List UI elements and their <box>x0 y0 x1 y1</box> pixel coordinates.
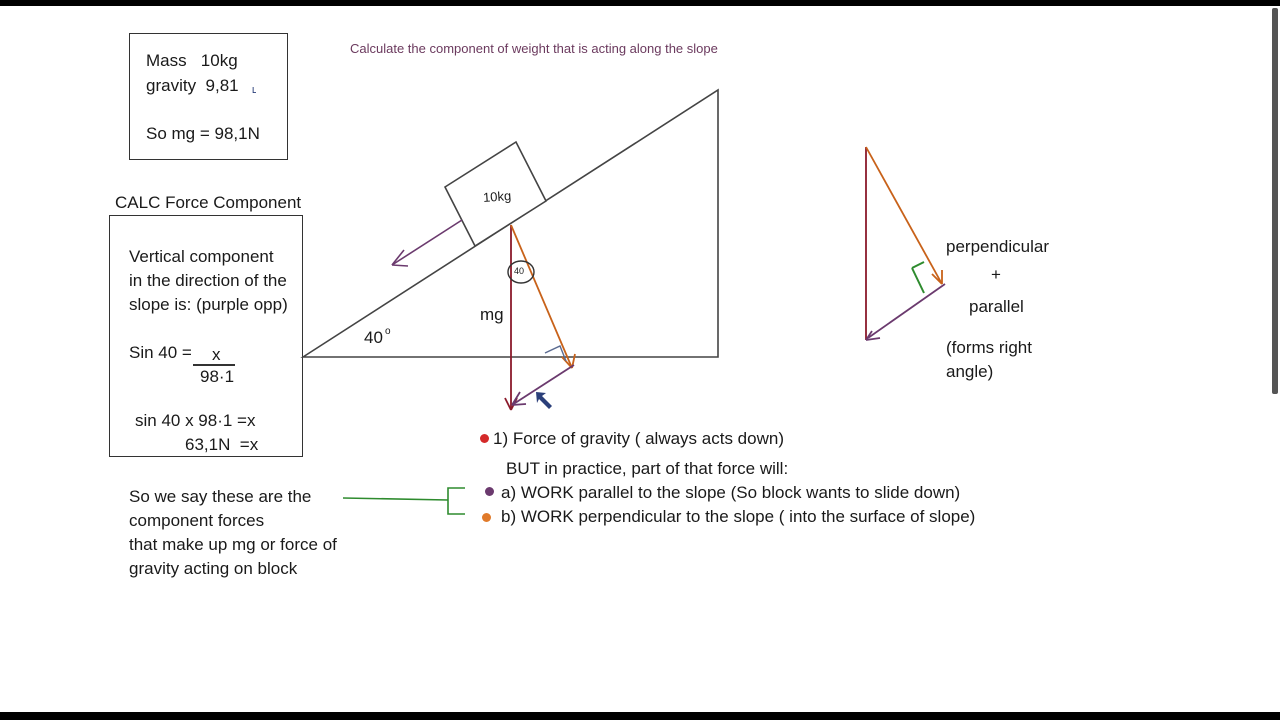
triangle-note-perpendicular: perpendicular <box>946 237 1050 256</box>
inner-angle-label: 40 <box>514 266 525 276</box>
slope-angle-label: 40 <box>364 328 383 347</box>
calc-line-3: slope is: (purple opp) <box>129 295 288 314</box>
triangle-perpendicular-side <box>866 147 942 284</box>
triangle-parallel-side <box>868 284 945 338</box>
sin-equation-label: Sin 40 = <box>129 343 192 362</box>
triangle-right-angle-marker <box>912 262 924 293</box>
triangle-note-parallel: parallel <box>969 297 1024 316</box>
summary-connector-line <box>343 498 448 500</box>
calc-line-2: in the direction of the <box>129 271 287 290</box>
mass-value: Mass 10kg <box>146 51 238 70</box>
fraction-numerator: x <box>212 345 221 364</box>
gravity-value: gravity 9,81 <box>146 76 239 95</box>
summary-line-1: So we say these are the <box>129 487 312 506</box>
page-title: Calculate the component of weight that is acting along the slope <box>350 41 718 56</box>
parallel-arrowhead <box>512 392 526 405</box>
note-work-parallel: a) WORK parallel to the slope (So block wants to slide down) <box>501 483 961 502</box>
note-force-of-gravity: 1) Force of gravity ( always acts down) <box>493 429 784 448</box>
parallel-bullet <box>485 487 494 496</box>
perpendicular-bullet <box>482 513 491 522</box>
summary-bracket <box>448 488 465 514</box>
block-label: 10kg <box>482 188 512 205</box>
mg-value: So mg = 98,1N <box>146 124 260 143</box>
fraction-denominator: 98·1 <box>200 367 235 386</box>
triangle-note-plus: + <box>991 265 1001 284</box>
triangle-perpendicular-arrowhead <box>932 270 942 284</box>
summary-line-3: that make up mg or force of <box>129 535 337 554</box>
calc-step-2: 63,1N =x <box>185 435 259 454</box>
mg-label: mg <box>480 305 504 324</box>
summary-line-2: component forces <box>129 511 265 530</box>
triangle-note-right-angle-1: (forms right <box>946 338 1032 357</box>
slope-angle-degree: o <box>385 326 391 337</box>
gravity-bullet <box>480 434 489 443</box>
mouse-cursor-icon <box>536 392 552 409</box>
note-but-in-practice: BUT in practice, part of that force will: <box>506 459 789 478</box>
triangle-note-right-angle-2: angle) <box>946 362 994 381</box>
perpendicular-component-arrow <box>511 225 572 368</box>
note-work-perpendicular: b) WORK perpendicular to the slope ( into the surface of slope) <box>501 507 976 526</box>
calc-step-1: sin 40 x 98·1 =x <box>135 411 256 430</box>
calc-heading: CALC Force Component <box>115 193 302 212</box>
calc-line-1: Vertical component <box>129 247 274 266</box>
slide-direction-arrow <box>392 220 462 265</box>
summary-line-4: gravity acting on block <box>129 559 298 578</box>
gravity-unit-mark: ˪ <box>252 80 257 96</box>
